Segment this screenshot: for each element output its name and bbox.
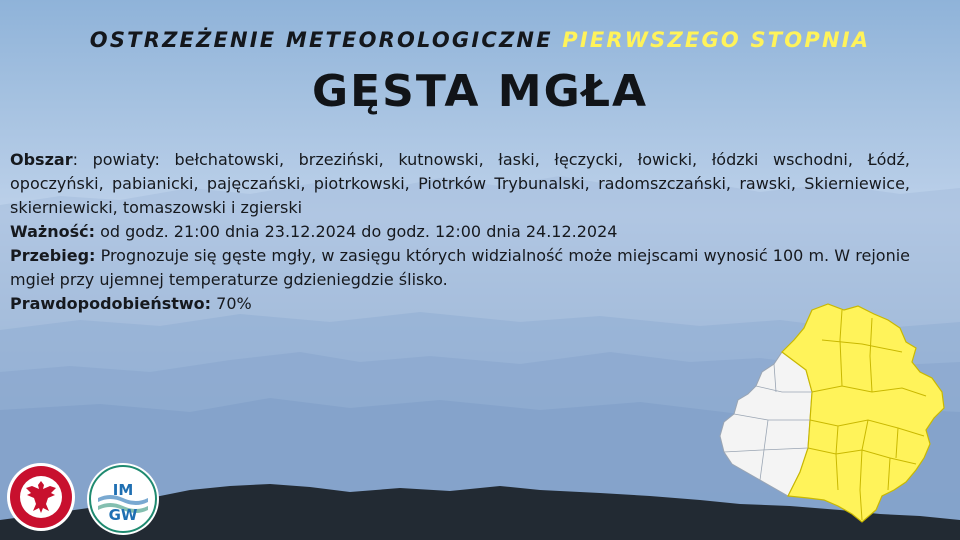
imgw-logo-top-text: IM: [112, 481, 134, 499]
imgw-logo: [86, 462, 160, 536]
probability-text: 70%: [211, 294, 252, 313]
course-paragraph: [10, 244, 910, 292]
course-label: Przebieg:: [10, 246, 96, 265]
voivodeship-warning-map: [712, 300, 952, 530]
warning-degree-text: PIERWSZEGO STOPNIA: [562, 28, 871, 52]
phenomenon-title: GĘSTA MGŁA: [311, 66, 649, 117]
area-text: : powiaty: bełchatowski, brzeziński, kutnowski, łaski, łęczycki, łowicki, łódzki wschodni, Łódź, opoczyński, pabianicki, pajęczański, piotrkowski, Piotrków Trybunalski, radomszczański, rawski, Skierniewice, skierniewicki, tomaszowski i zgierski: [10, 150, 910, 217]
warning-level-heading: [0, 28, 960, 52]
imgw-logo-bottom-text: GW: [108, 506, 138, 524]
voivodeship-office-logo: [6, 462, 76, 532]
probability-label: Prawdopodobieństwo:: [10, 294, 212, 313]
validity-text: od godz. 21:00 dnia 23.12.2024 do godz. 12:00 dnia 24.12.2024: [94, 222, 618, 241]
warning-type-text: OSTRZEŻENIE METEOROLOGICZNE: [89, 28, 553, 52]
validity-label: Ważność:: [10, 222, 95, 241]
course-text: Prognozuje się gęste mgły, w zasięgu których widzialność może miejscami wynosić 100 m. W rejonie mgieł przy ujemnej temperaturze gdzieniegdzie ślisko.: [10, 246, 910, 289]
validity-paragraph: [10, 220, 910, 244]
area-paragraph: [10, 148, 910, 220]
area-label: Obszar: [10, 150, 73, 169]
warning-details: [10, 148, 910, 316]
